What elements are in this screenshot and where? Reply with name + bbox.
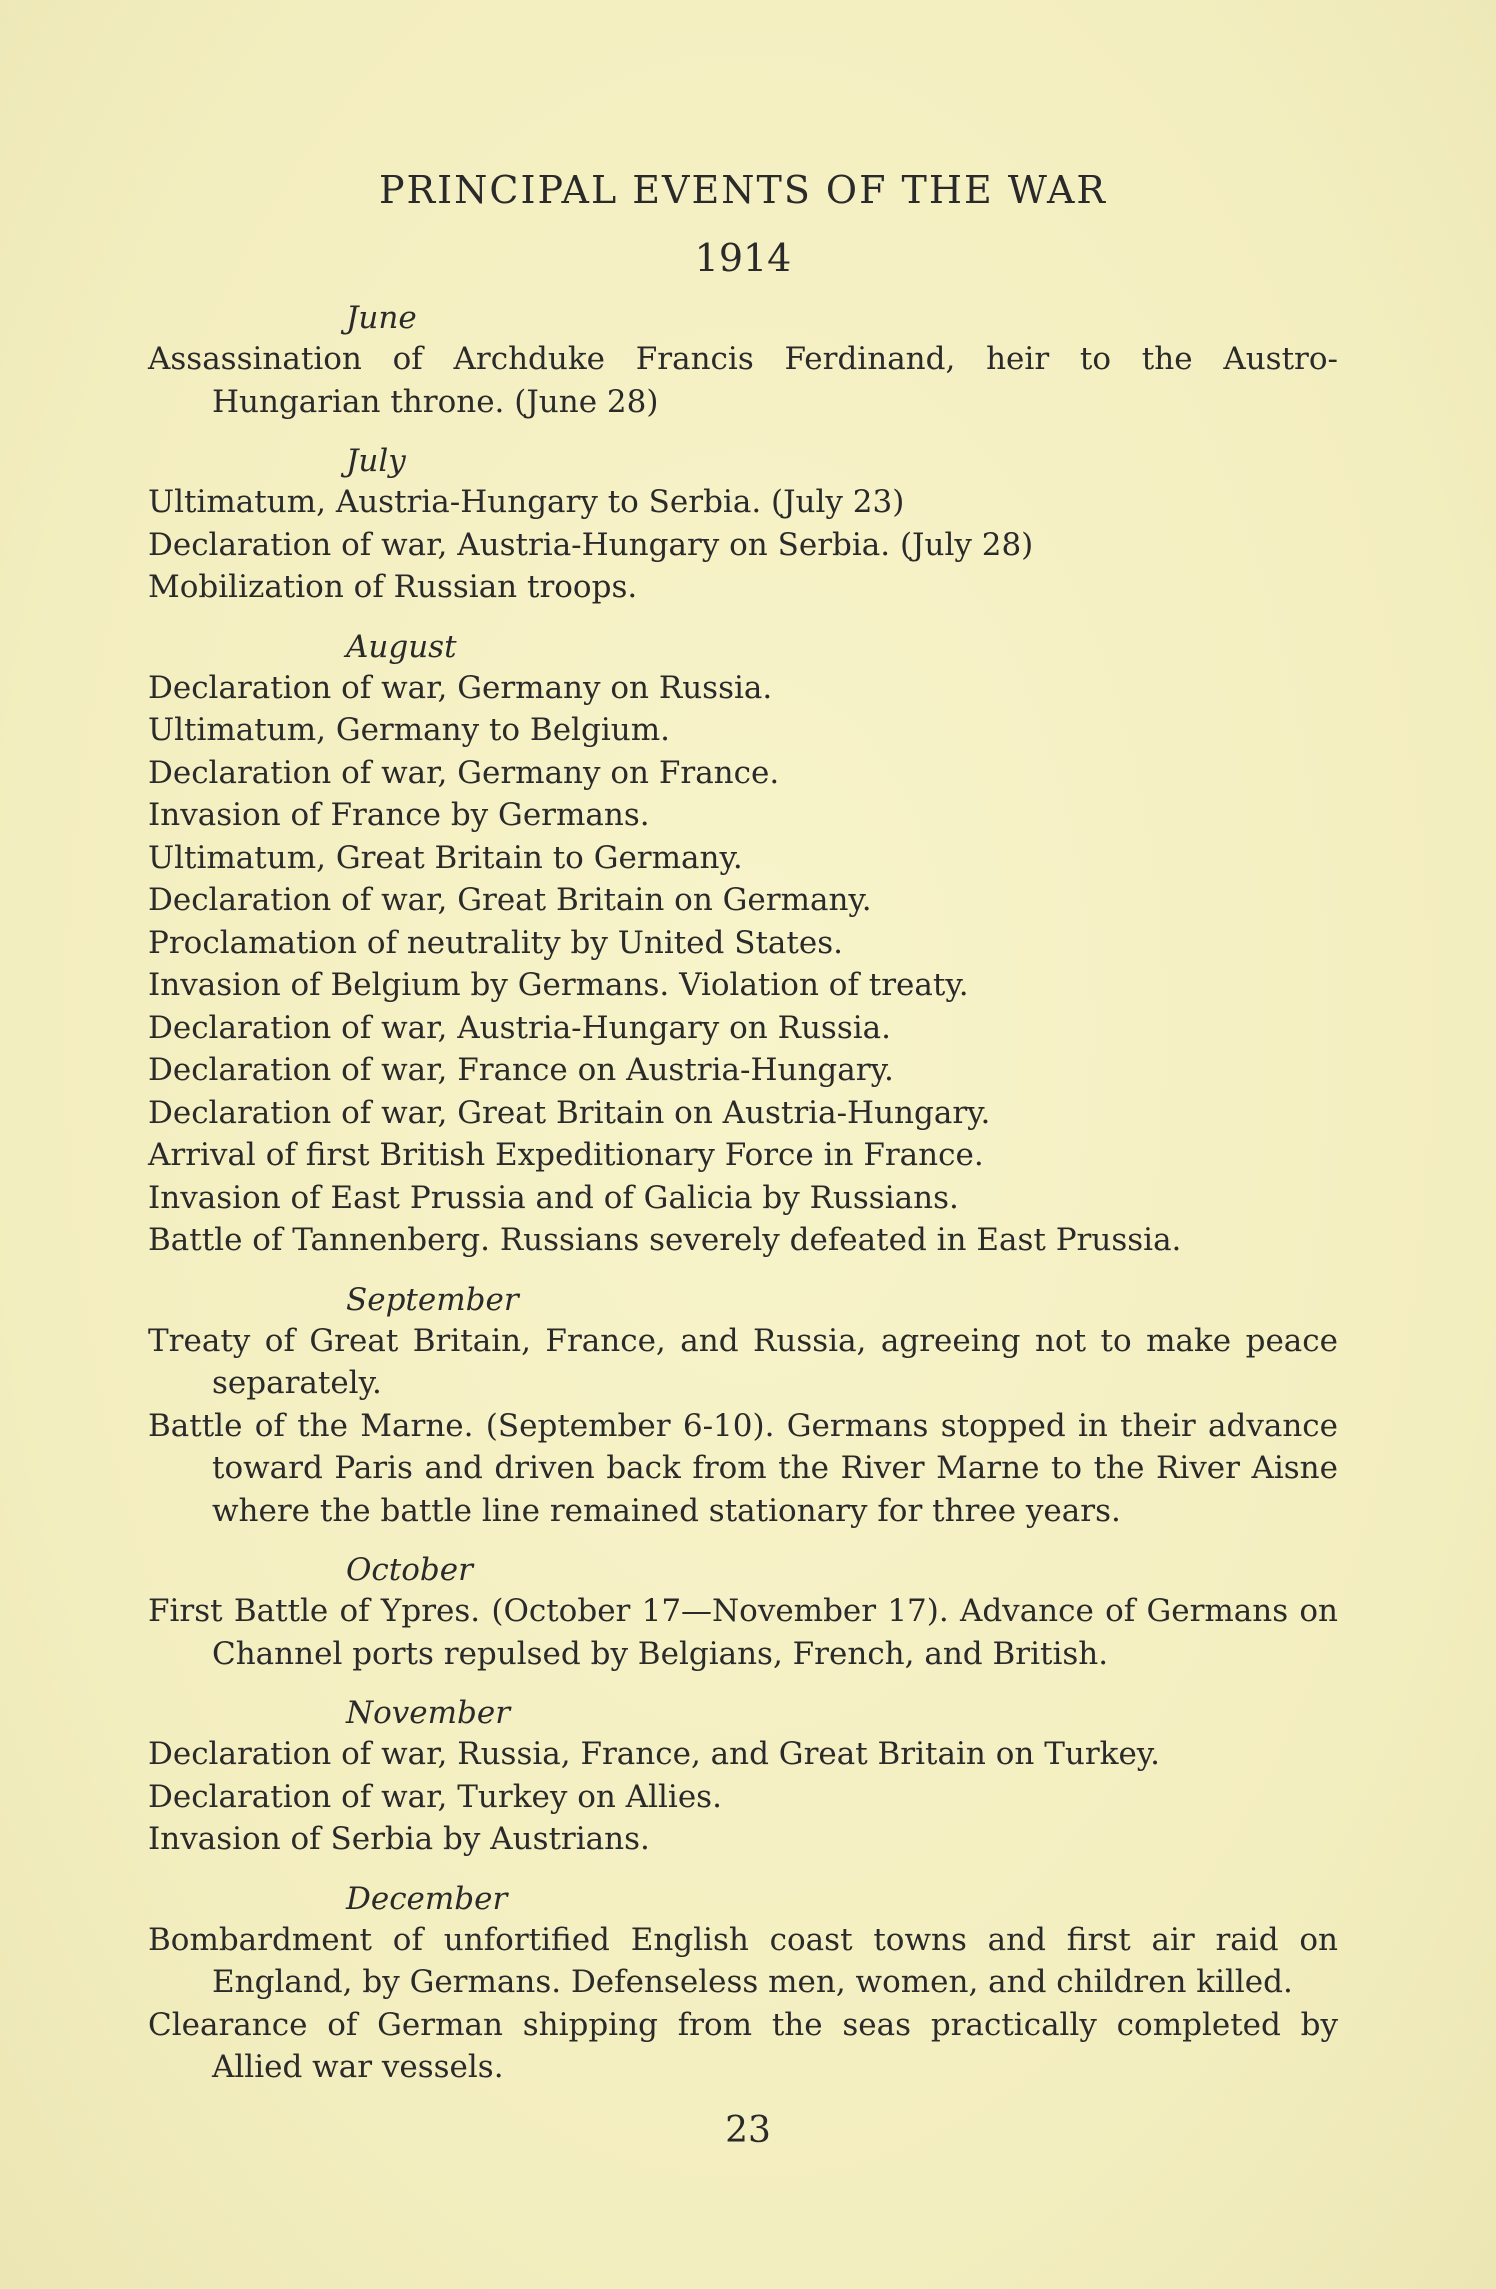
event-item: Bombardment of unfortified English coast towns and first air raid on England, by Germans. Defenseless men, women, and children killed. (148, 1921, 1338, 2000)
event-item: Proclamation of neutrality by United States. (148, 924, 843, 961)
event-item: Ultimatum, Great Britain to Germany. (148, 839, 743, 876)
month-heading: September (346, 1281, 519, 1318)
event-item: Mobilization of Russian troops. (148, 569, 638, 605)
event-item: Declaration of war, Great Britain on Germany. (148, 882, 872, 918)
event-item: Assassination of Archduke Francis Ferdinand, heir to the Austro-Hungarian throne. (June 28) (148, 341, 1338, 420)
month-heading: June (346, 300, 417, 336)
event-item: Declaration of war, Russia, France, and Great Britain on Turkey. (148, 1736, 1161, 1772)
page-number: 23 (725, 2110, 771, 2151)
event-item: Declaration of war, France on Austria-Hungary. (148, 1052, 894, 1088)
event-item: Declaration of war, Turkey on Allies. (148, 1778, 722, 1815)
event-item: Arrival of first British Expeditionary Force in France. (148, 1137, 984, 1173)
event-item: Declaration of war, Austria-Hungary on Serbia. (July 28) (148, 526, 1034, 563)
section-september (148, 1280, 1338, 1533)
content (148, 150, 1338, 2089)
section-october (148, 1550, 1338, 1675)
event-item: Ultimatum, Austria-Hungary to Serbia. (July 23) (148, 484, 905, 520)
month-heading: October (346, 1552, 473, 1588)
event-item: Ultimatum, Germany to Belgium. (148, 712, 670, 748)
section-june (148, 298, 1338, 423)
event-item: Clearance of German shipping from the seas practically completed by Allied war vessels. (148, 2006, 1338, 2085)
event-item: Invasion of France by Germans. (148, 797, 650, 833)
event-item: Battle of Tannenberg. Russians severely defeated in East Prussia. (148, 1222, 1182, 1258)
month-heading: November (346, 1695, 511, 1731)
event-item: Declaration of war, Germany on Russia. (148, 669, 773, 706)
section-december (148, 1879, 1338, 2089)
event-item: Invasion of East Prussia and of Galicia by Russians. (148, 1179, 959, 1216)
page-title: PRINCIPAL EVENTS OF THE WAR (378, 168, 1108, 212)
event-item: First Battle of Ypres. (October 17—November 17). Advance of Germans on Channel ports repulsed by Belgians, French, and British. (148, 1593, 1338, 1672)
month-heading: December (346, 1880, 508, 1917)
event-item: Declaration of war, Austria-Hungary on Russia. (148, 1009, 891, 1046)
year-heading: 1914 (694, 236, 792, 280)
event-item: Invasion of Belgium by Germans. Violation of treaty. (148, 967, 969, 1003)
event-item: Invasion of Serbia by Austrians. (148, 1821, 650, 1857)
month-heading: July (346, 443, 406, 479)
event-item: Declaration of war, Germany on France. (148, 754, 780, 791)
month-heading: August (346, 628, 457, 665)
event-item: Battle of the Marne. (September 6-10). Germans stopped in their advance toward Paris and driven back from the River Marne to the River Aisne where the battle line remained stationary for three years. (148, 1407, 1338, 1529)
section-november (148, 1693, 1338, 1861)
section-august (148, 627, 1338, 1262)
event-item: Declaration of war, Great Britain on Austria-Hungary. (148, 1094, 991, 1131)
section-july (148, 441, 1338, 609)
event-item: Treaty of Great Britain, France, and Russia, agreeing not to make peace separately. (148, 1322, 1338, 1401)
